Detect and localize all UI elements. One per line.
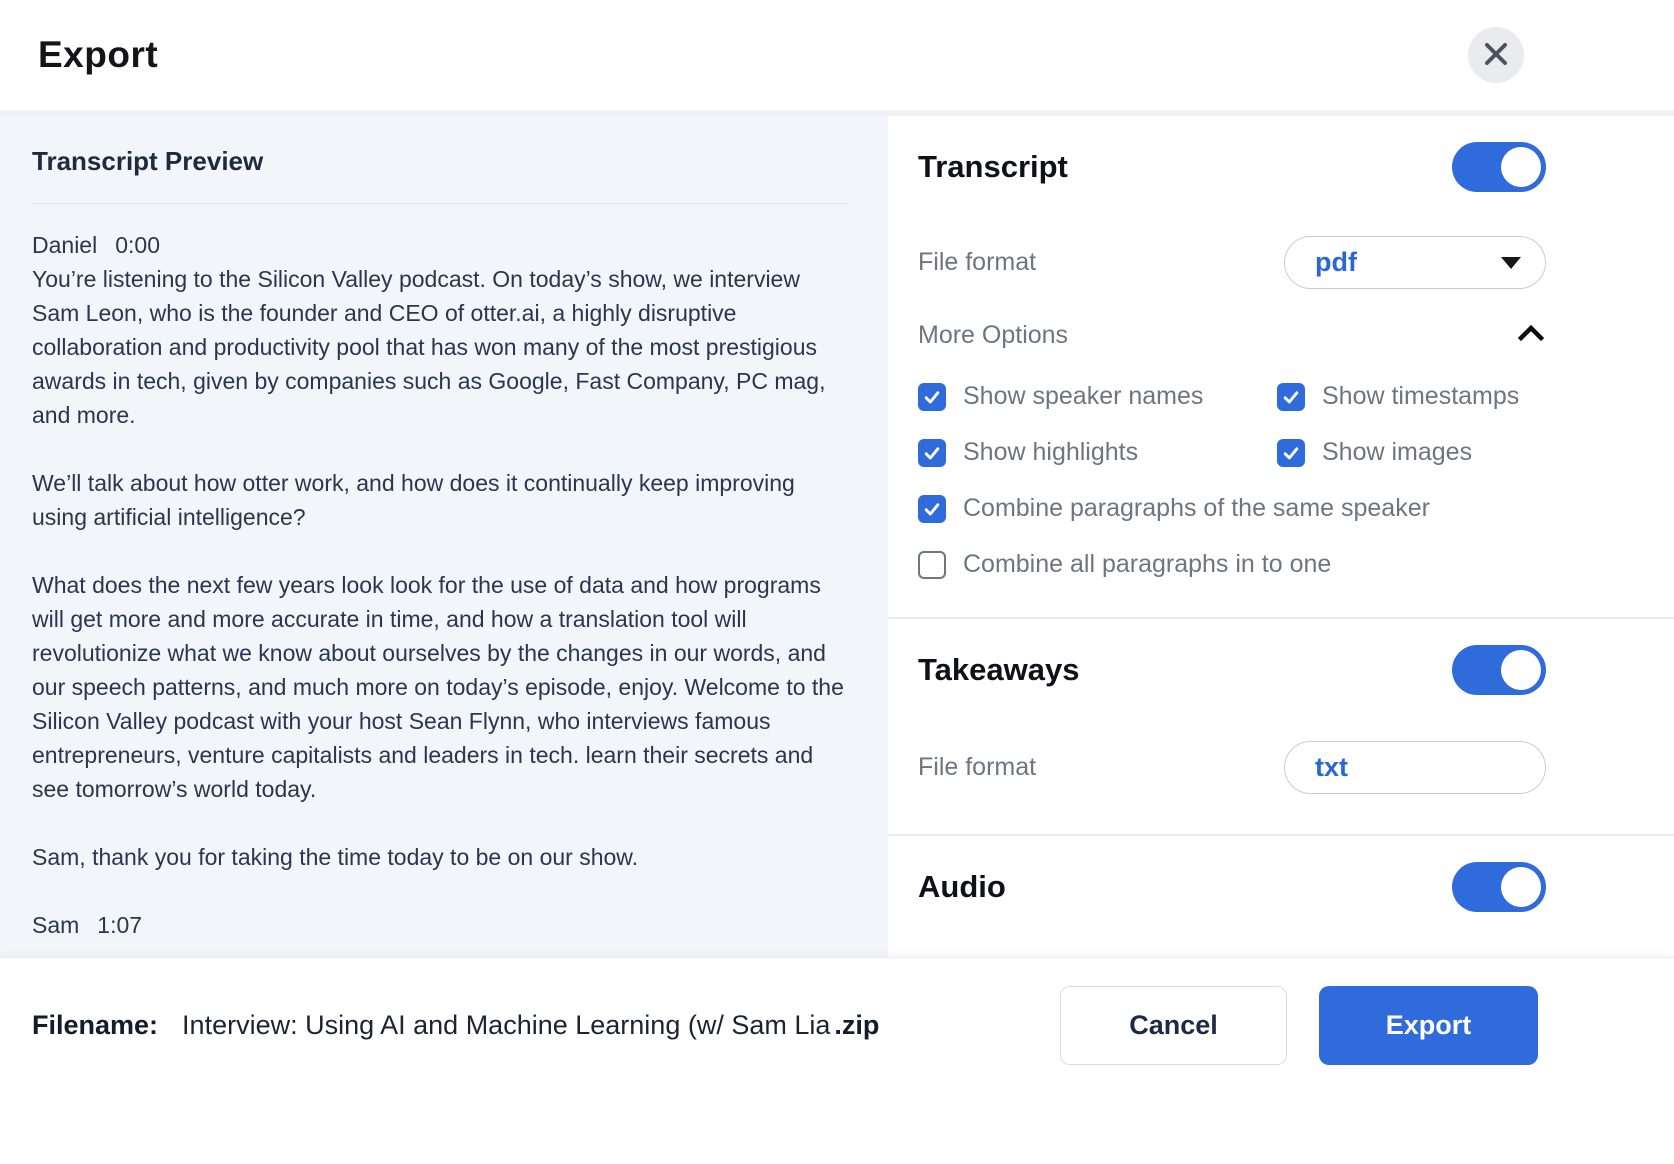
checkbox-icon <box>918 495 946 523</box>
transcript-paragraph: What does the next few years look look for the use of data and how programs will get more and more accurate in time, and how a translation tool will revolutionize what we know about ourselves by the changes in our words, and our speech patterns, and much more on today’s episode, enjoy. Welcome to the Silicon Valley podcast with your host Sean Flynn, who interviews famous entrepreneurs, venture capitalists and leaders in tech. learn their secrets and see tomorrow’s world today. <box>32 572 844 802</box>
more-options-label: More Options <box>918 321 1069 349</box>
close-button[interactable] <box>1468 27 1524 83</box>
speaker-name: Sam <box>32 912 80 938</box>
filename-extension: .zip <box>834 1010 880 1040</box>
takeaways-file-format-field[interactable] <box>1284 741 1546 794</box>
timestamp: 0:00 <box>115 232 160 258</box>
toggle-knob <box>1501 650 1541 690</box>
toggle-knob <box>1501 147 1541 187</box>
preview-heading: Transcript Preview <box>32 146 264 176</box>
export-button[interactable]: Export <box>1319 986 1538 1065</box>
audio-section-heading: Audio <box>918 869 1006 904</box>
transcript-paragraph: Sam, thank you for taking the time today to be on our show. <box>32 844 639 870</box>
chevron-up-icon <box>1516 323 1546 348</box>
speaker-line <box>32 908 848 942</box>
section-divider <box>888 834 1674 836</box>
timestamp: 1:07 <box>97 912 143 938</box>
more-options-toggle[interactable] <box>918 321 1546 350</box>
transcript-preview-panel[interactable] <box>0 116 888 957</box>
checkbox-icon <box>1277 383 1305 411</box>
preview-divider <box>32 203 848 204</box>
audio-toggle[interactable] <box>1452 862 1546 912</box>
checkbox-icon <box>1277 439 1305 467</box>
checkbox-label: Show highlights <box>963 438 1139 466</box>
transcript-entry <box>32 228 848 874</box>
filename-value: Interview: Using AI and Machine Learning (w/ Sam Lia <box>182 1010 831 1040</box>
dialog-header <box>0 0 1674 116</box>
speaker-name: Daniel <box>32 232 98 258</box>
export-options-panel <box>888 116 1674 957</box>
filename-label: Filename: <box>32 1010 159 1040</box>
checkbox-icon <box>918 551 946 579</box>
checkbox-show-highlights[interactable] <box>918 438 1277 467</box>
checkbox-icon <box>918 439 946 467</box>
takeaways-toggle[interactable] <box>1452 645 1546 695</box>
checkbox-label: Show timestamps <box>1322 382 1520 410</box>
dialog-body <box>0 116 1674 957</box>
transcript-entry <box>32 908 848 942</box>
file-format-label: File format <box>918 753 1037 781</box>
takeaways-section <box>918 645 1546 794</box>
file-format-select[interactable] <box>1284 236 1546 289</box>
transcript-paragraph: We’ll talk about how otter work, and how does it continually keep improving using artificial intelligence? <box>32 470 795 530</box>
checkbox-label: Show images <box>1322 438 1473 466</box>
caret-down-icon <box>1501 257 1521 269</box>
file-format-value: txt <box>1315 752 1348 782</box>
options-checkbox-grid <box>918 382 1546 579</box>
transcript-section <box>918 142 1546 579</box>
checkbox-show-timestamps[interactable] <box>1277 382 1546 411</box>
checkbox-combine-same-speaker[interactable] <box>918 494 1546 523</box>
transcript-toggle[interactable] <box>1452 142 1546 192</box>
file-format-value: pdf <box>1315 247 1357 277</box>
checkbox-label: Combine paragraphs of the same speaker <box>963 494 1430 522</box>
dialog-footer <box>0 957 1674 1164</box>
file-format-label: File format <box>918 248 1037 276</box>
audio-section <box>918 862 1546 912</box>
toggle-knob <box>1501 867 1541 907</box>
section-divider <box>888 617 1674 619</box>
checkbox-combine-all-paragraphs[interactable] <box>918 550 1546 579</box>
transcript-paragraph: You’re listening to the Silicon Valley podcast. On today’s show, we interview Sam Leon, who is the founder and CEO of otter.ai, a highly disruptive collaboration and productivity pool that has won many of the most prestigious awards in tech, given by companies such as Google, Fast Company, PC mag, and more. <box>32 266 826 428</box>
close-icon <box>1483 41 1509 70</box>
checkbox-label: Combine all paragraphs in to one <box>963 550 1332 578</box>
checkbox-show-images[interactable] <box>1277 438 1546 467</box>
checkbox-label: Show speaker names <box>963 382 1204 410</box>
transcript-section-heading: Transcript <box>918 149 1068 184</box>
takeaways-section-heading: Takeaways <box>918 652 1080 687</box>
dialog-title: Export <box>38 34 159 75</box>
checkbox-show-speaker-names[interactable] <box>918 382 1277 411</box>
checkbox-icon <box>918 383 946 411</box>
speaker-line <box>32 228 848 262</box>
cancel-button[interactable]: Cancel <box>1060 986 1287 1065</box>
